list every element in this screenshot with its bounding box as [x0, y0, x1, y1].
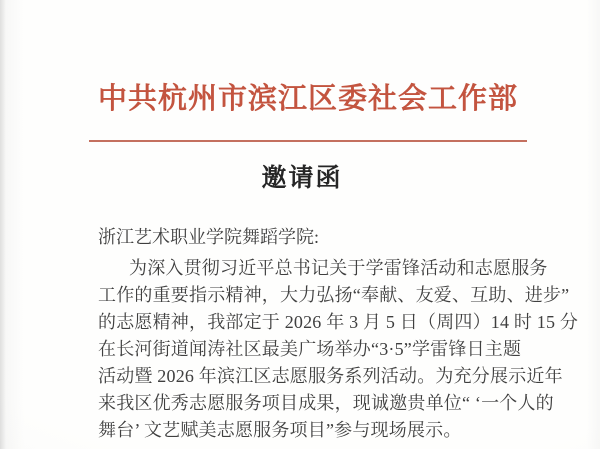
body-text-line: 为深入贯彻习近平总书记关于学雷锋活动和志愿服务	[129, 258, 548, 278]
body-paragraph	[98, 255, 579, 444]
body-text-line: 的志愿精神，我部定于 2026 年 3 月 5 日（周四）14 时 15 分	[98, 312, 579, 332]
body-text-line: 舞台’ 文艺赋美志愿服务项目”参与现场展示。	[98, 420, 462, 440]
header-divider-line	[89, 140, 527, 142]
body-text-line: 工作的重要指示精神，大力弘扬“奉献、友爱、互助、进步”	[98, 285, 570, 305]
org-title: 中共杭州市滨江区委社会工作部	[97, 83, 518, 115]
body-text-line: 在长河街道闻涛社区最美广场举办“3·5”学雷锋日主题	[98, 339, 522, 359]
document-title: 邀请函	[261, 165, 343, 192]
salutation-line: 浙江艺术职业学院舞蹈学院:	[98, 227, 319, 247]
body-text-line: 活动暨 2026 年滨江区志愿服务系列活动。为充分展示近年	[98, 366, 563, 386]
body-text-line: 来我区优秀志愿服务项目成果，现诚邀贵单位“ ‘一个人的	[98, 393, 554, 413]
